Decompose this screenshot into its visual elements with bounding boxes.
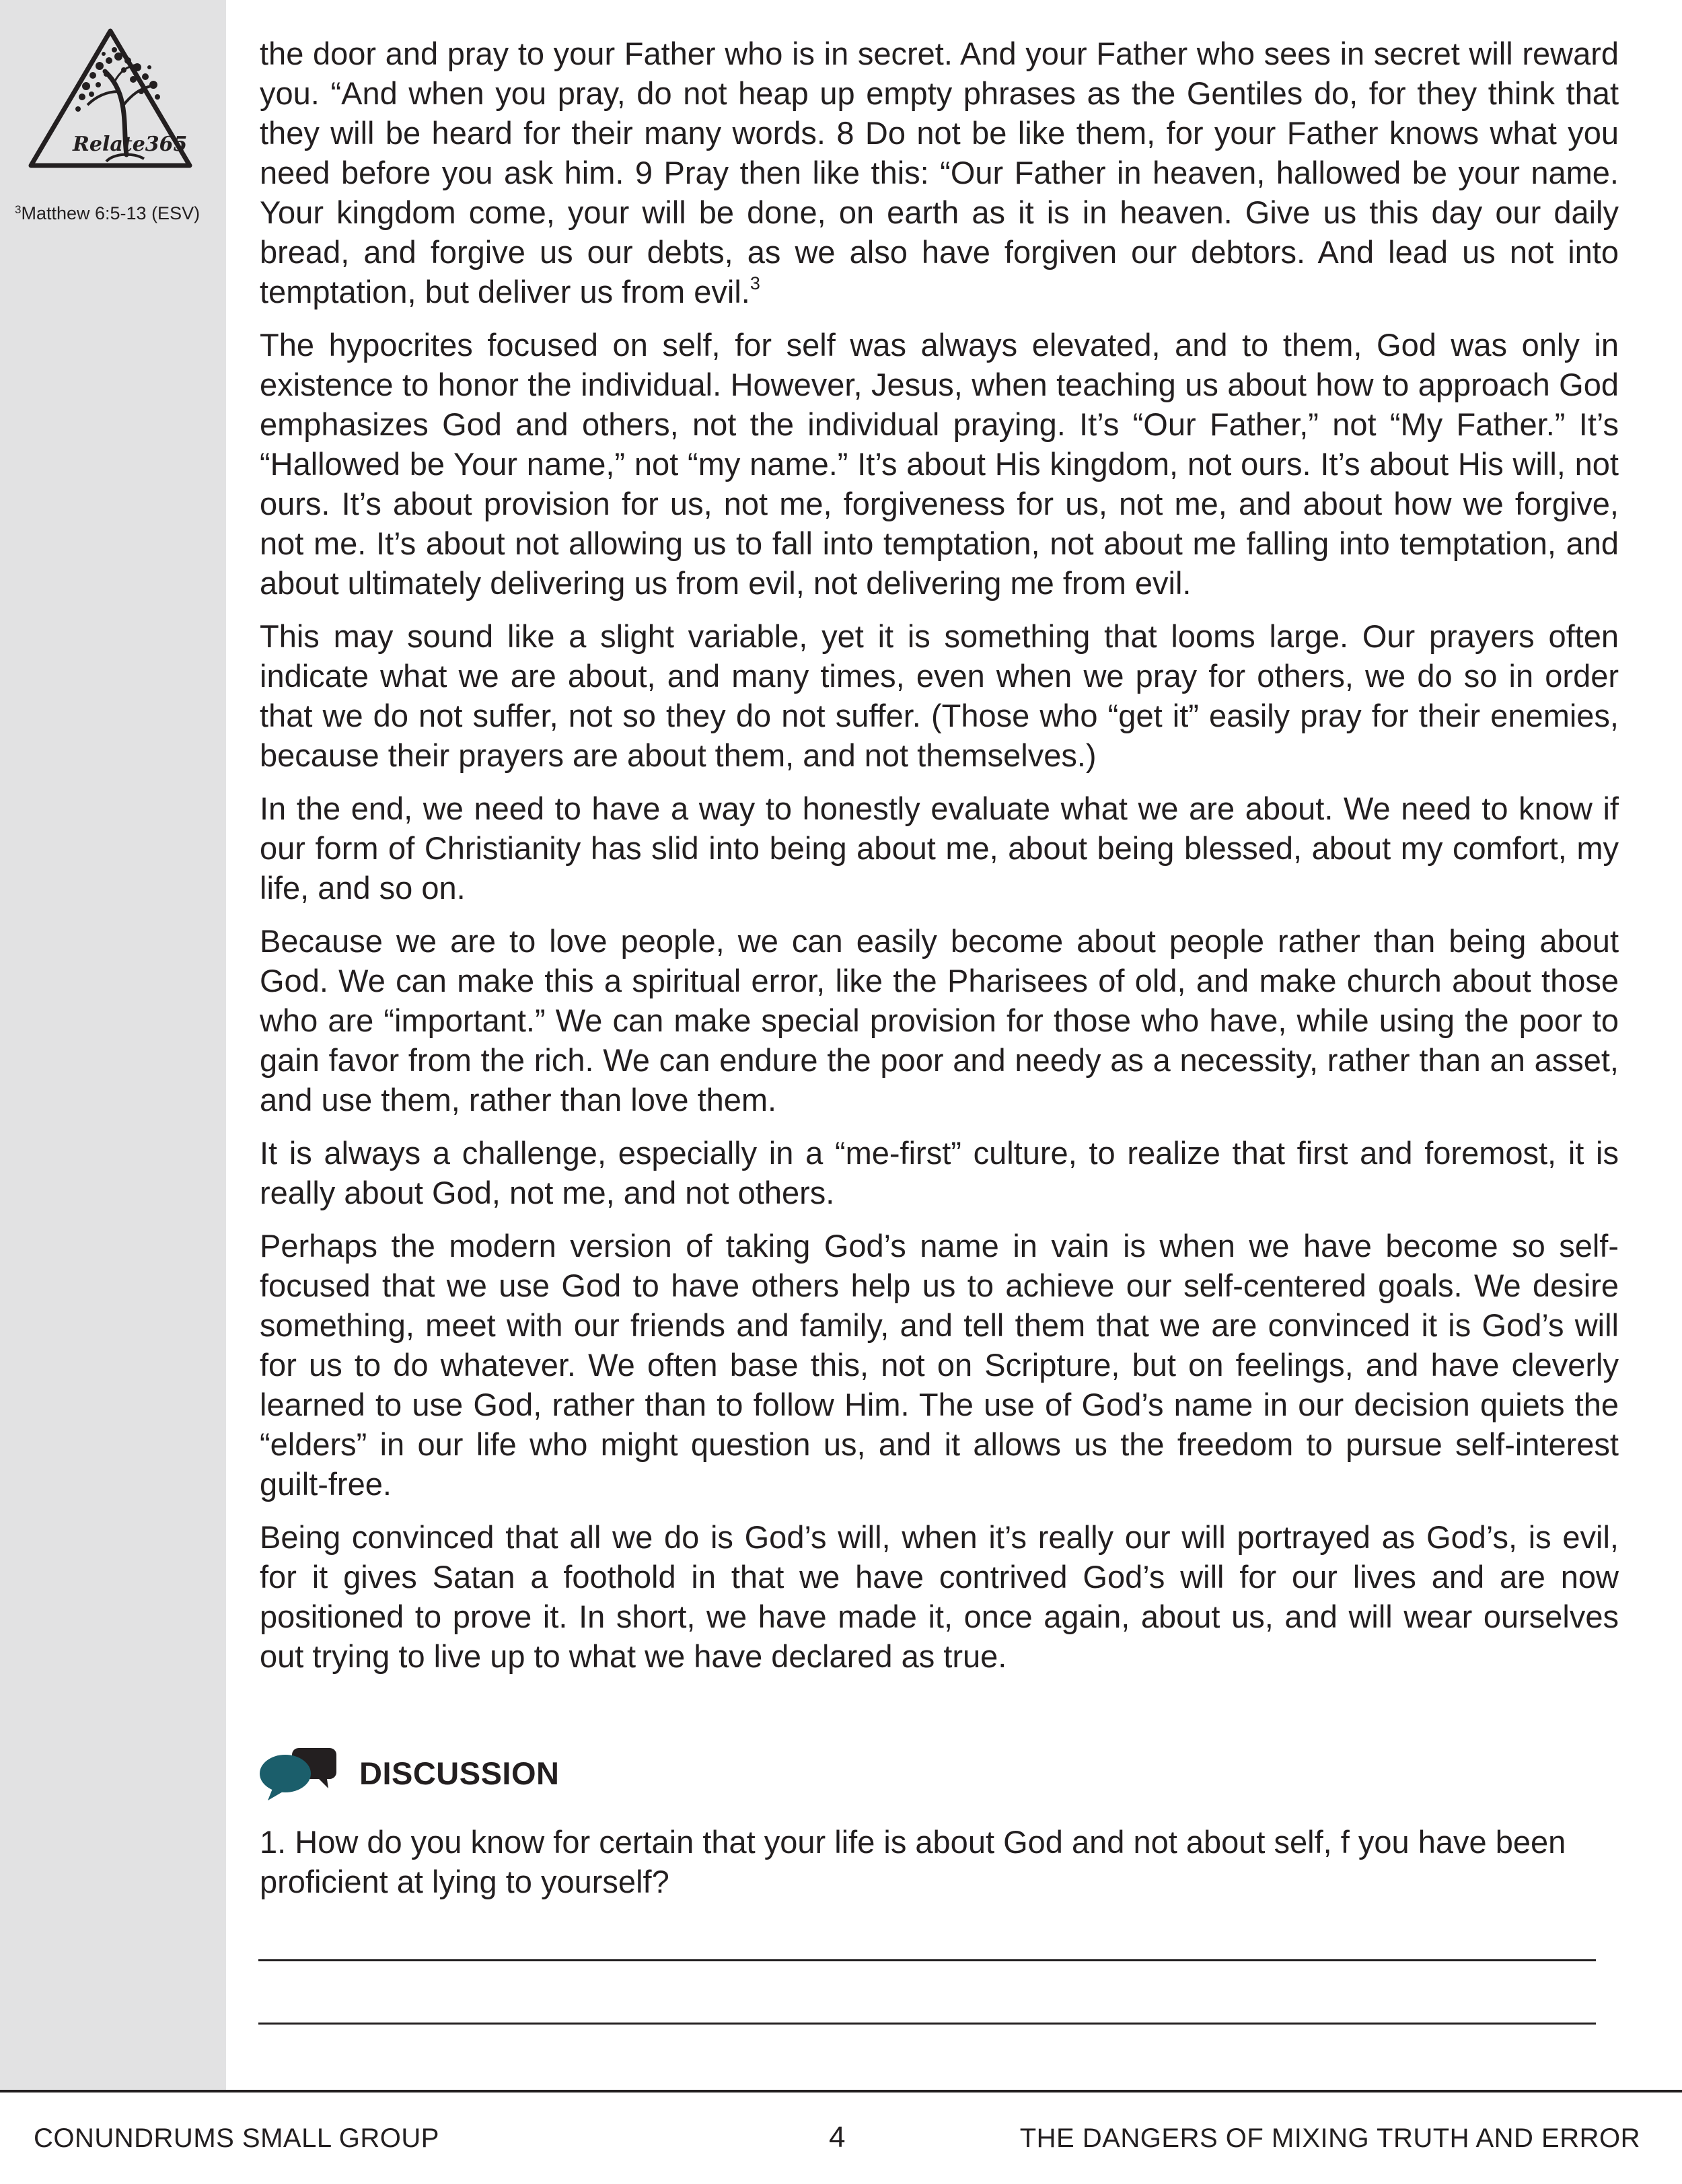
paragraph-8: Being convinced that all we do is God’s will, when it’s really our will portrayed as God’s, is evil, for it gives Satan a foothold in that we have contrived God’s will for our lives and are now positioned to prove it. In short, we have made it, once again, about us, and will wear ourselves out trying to live up to what we have declared as true.: [260, 1519, 1619, 1674]
relate365-logo: [26, 27, 195, 174]
paragraph-4: In the end, we need to have a way to honestly evaluate what we are about. We need to know if our form of Christianity has slid into being about me, about being blessed, about my comfort, my life, and so on.: [260, 791, 1619, 906]
left-sidebar: [0, 0, 226, 2090]
footnote-number: 3: [15, 203, 22, 216]
answer-line-2[interactable]: [258, 2023, 1596, 2025]
paragraph-3: This may sound like a slight variable, yet it is something that looms large. Our prayers often indicate what we are about, and many times, even when we pray for others, we do so in order that we do not suffer, not so they do not suffer. (Those who “get it” easily pray for their enemies, because their prayers are about them, and not themselves.): [260, 618, 1619, 773]
logo-wordmark: Relate365: [73, 133, 188, 156]
footnote: [15, 202, 217, 225]
footer-series-title: CONUNDRUMS SMALL GROUP: [34, 2123, 439, 2153]
answer-line-1[interactable]: [258, 1959, 1596, 1961]
paragraph-5: Because we are to love people, we can easily become about people rather than being about God. We can make this a spiritual error, like the Pharisees of old, and make church about those who are “important.” We can make special provision for those who have, while using the poor to gain favor from the rich. We can endure the poor and needy as a necessity, rather than an asset, and use them, rather than love them.: [260, 923, 1619, 1118]
speech-bubbles-icon: [258, 1744, 338, 1802]
discussion-header: [258, 1744, 1537, 1805]
paragraph-7: Perhaps the modern version of taking God’s name in vain is when we have become so self-focused that we use God to have others help us to achieve our self-centered goals. We desire something, meet with our friends and family, and tell them that we are convinced it is God’s will for us to do whatever. We often base this, not on Scripture, but on feelings, and have cleverly learned to use God, rather than to follow Him. The use of God’s name in our decision quiets the “elders” in our life who might question us, and it allows us the freedom to pursue self-interest guilt-free.: [260, 1228, 1619, 1502]
paragraph-6: It is always a challenge, especially in a “me-first” culture, to realize that first and foremost, it is really about God, not me, and not others.: [260, 1135, 1619, 1210]
page-number: 4: [829, 2121, 846, 2154]
footnote-ref: 3: [749, 273, 760, 293]
discussion-title: DISCUSSION: [359, 1755, 560, 1791]
footer-divider: [0, 2090, 1682, 2092]
paragraph-2: The hypocrites focused on self, for self was always elevated, and to them, God was only in existence to honor the individual. However, Jesus, when teaching us about how to approach God emphasizes God and others, not the individual praying. It’s “Our Father,” not “My Father.” It’s “Hallowed be Your name,” not “my name.” It’s about His kingdom, not ours. It’s about His will, not ours. It’s about provision for us, not me, forgiveness for us, not me, and about how we forgive, not me. It’s about not allowing us to fall into temptation, not about me falling into temptation, and about ultimately delivering us from evil, not delivering me from evil.: [260, 327, 1619, 601]
paragraph-1: the door and pray to your Father who is in secret. And your Father who sees in secret will reward you. “And when you pray, do not heap up empty phrases as the Gentiles do, for they think that they will be heard for their many words. 8 Do not be like them, for your Father knows what you need before you ask him. 9 Pray then like this: “Our Father in heaven, hallowed be your name. Your kingdom come, your will be done, on earth as it is in heaven. Give us this day our daily bread, and forgive us our debts, as we also have forgiven our debtors. And lead us not into temptation, but deliver us from evil.$^3$: [260, 36, 1619, 310]
body-text: [260, 34, 1619, 1689]
footer-lesson-title: THE DANGERS OF MIXING TRUTH AND ERROR: [1019, 2123, 1640, 2153]
footnote-text: Matthew 6:5-13 (ESV): [21, 203, 200, 223]
discussion-question-1: 1. How do you know for certain that your life is about God and not about self, f you have been proficient at lying to yourself?: [260, 1824, 1566, 1899]
